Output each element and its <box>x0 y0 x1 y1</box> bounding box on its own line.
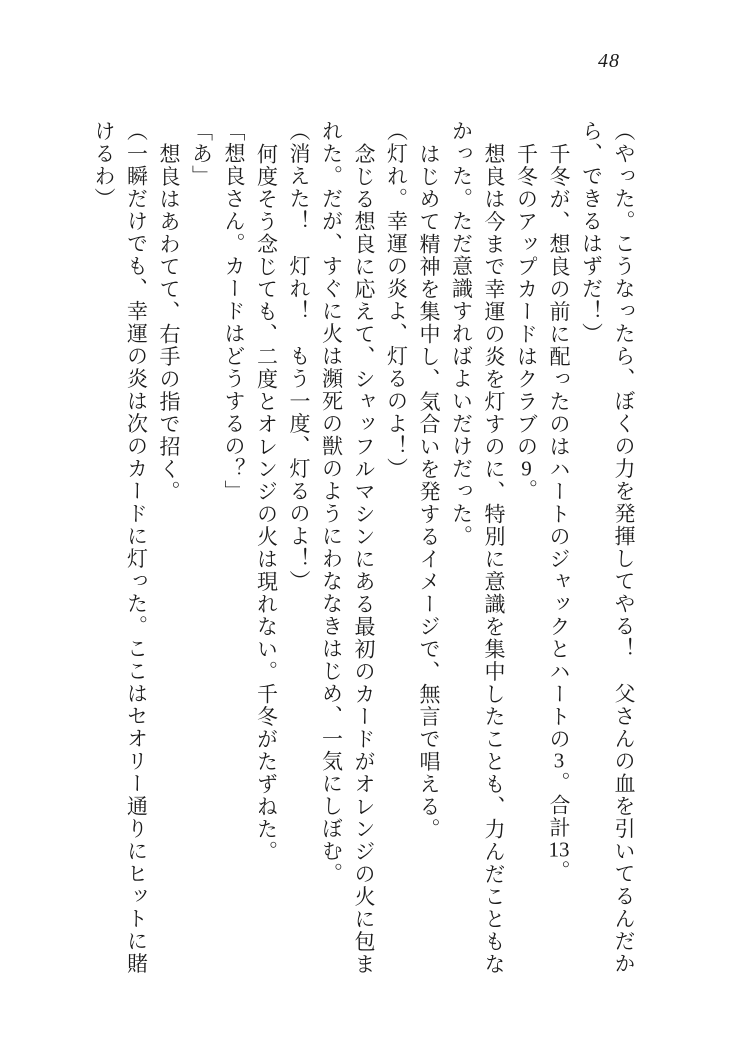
text-column: 何度そう念じても、二度とオレンジの火は現れない。千冬がたずねた。 <box>254 142 279 863</box>
vertical-text-block <box>87 120 640 990</box>
text-column: 「あ」 <box>189 120 214 188</box>
text-column: 想良は今まで幸運の炎を灯すのに、特別に意識を集中したことも、力んだこともな <box>482 142 506 975</box>
text-column: かった。ただ意識すればよいだけだった。 <box>449 120 474 548</box>
text-column: 想良はあわてて、右手の指で招く。 <box>157 142 181 503</box>
text-column: ら、できるはずだ！） <box>579 120 604 345</box>
text-column: （やった。こうなったら、ぼくの力を発揮してやる！ 父さんの血を引いてるんだか <box>612 120 636 975</box>
text-column: 「想良さん。カードはどうするの？」 <box>222 120 246 503</box>
text-column: はじめて精神を集中し、気合いを発するイメージで、無言で唱える。 <box>417 142 441 840</box>
text-column: 千冬のアップカードはクラブの9。 <box>514 142 539 501</box>
page-number: 48 <box>598 50 620 72</box>
text-column: （灯れ。幸運の炎よ、灯るのよ！） <box>384 120 409 480</box>
text-column: （消えた！ 灯れ！ もう一度、灯るのよ！） <box>287 120 311 593</box>
text-column: 千冬が、想良の前に配ったのはハートのジャックとハートの3。合計13。 <box>547 142 571 882</box>
text-column: 念じる想良に応えて、シャッフルマシンにある最初のカードがオレンジの火に包ま <box>352 142 376 975</box>
text-column: （一瞬だけでも、幸運の炎は次のカードに灯った。ここはセオリー通りにヒットに賭 <box>124 120 149 975</box>
text-column: れた。だが、すぐに火は瀕死の獣のようにわななきはじめ、一気にしぼむ。 <box>319 120 344 885</box>
text-column: けるわ） <box>92 120 116 210</box>
